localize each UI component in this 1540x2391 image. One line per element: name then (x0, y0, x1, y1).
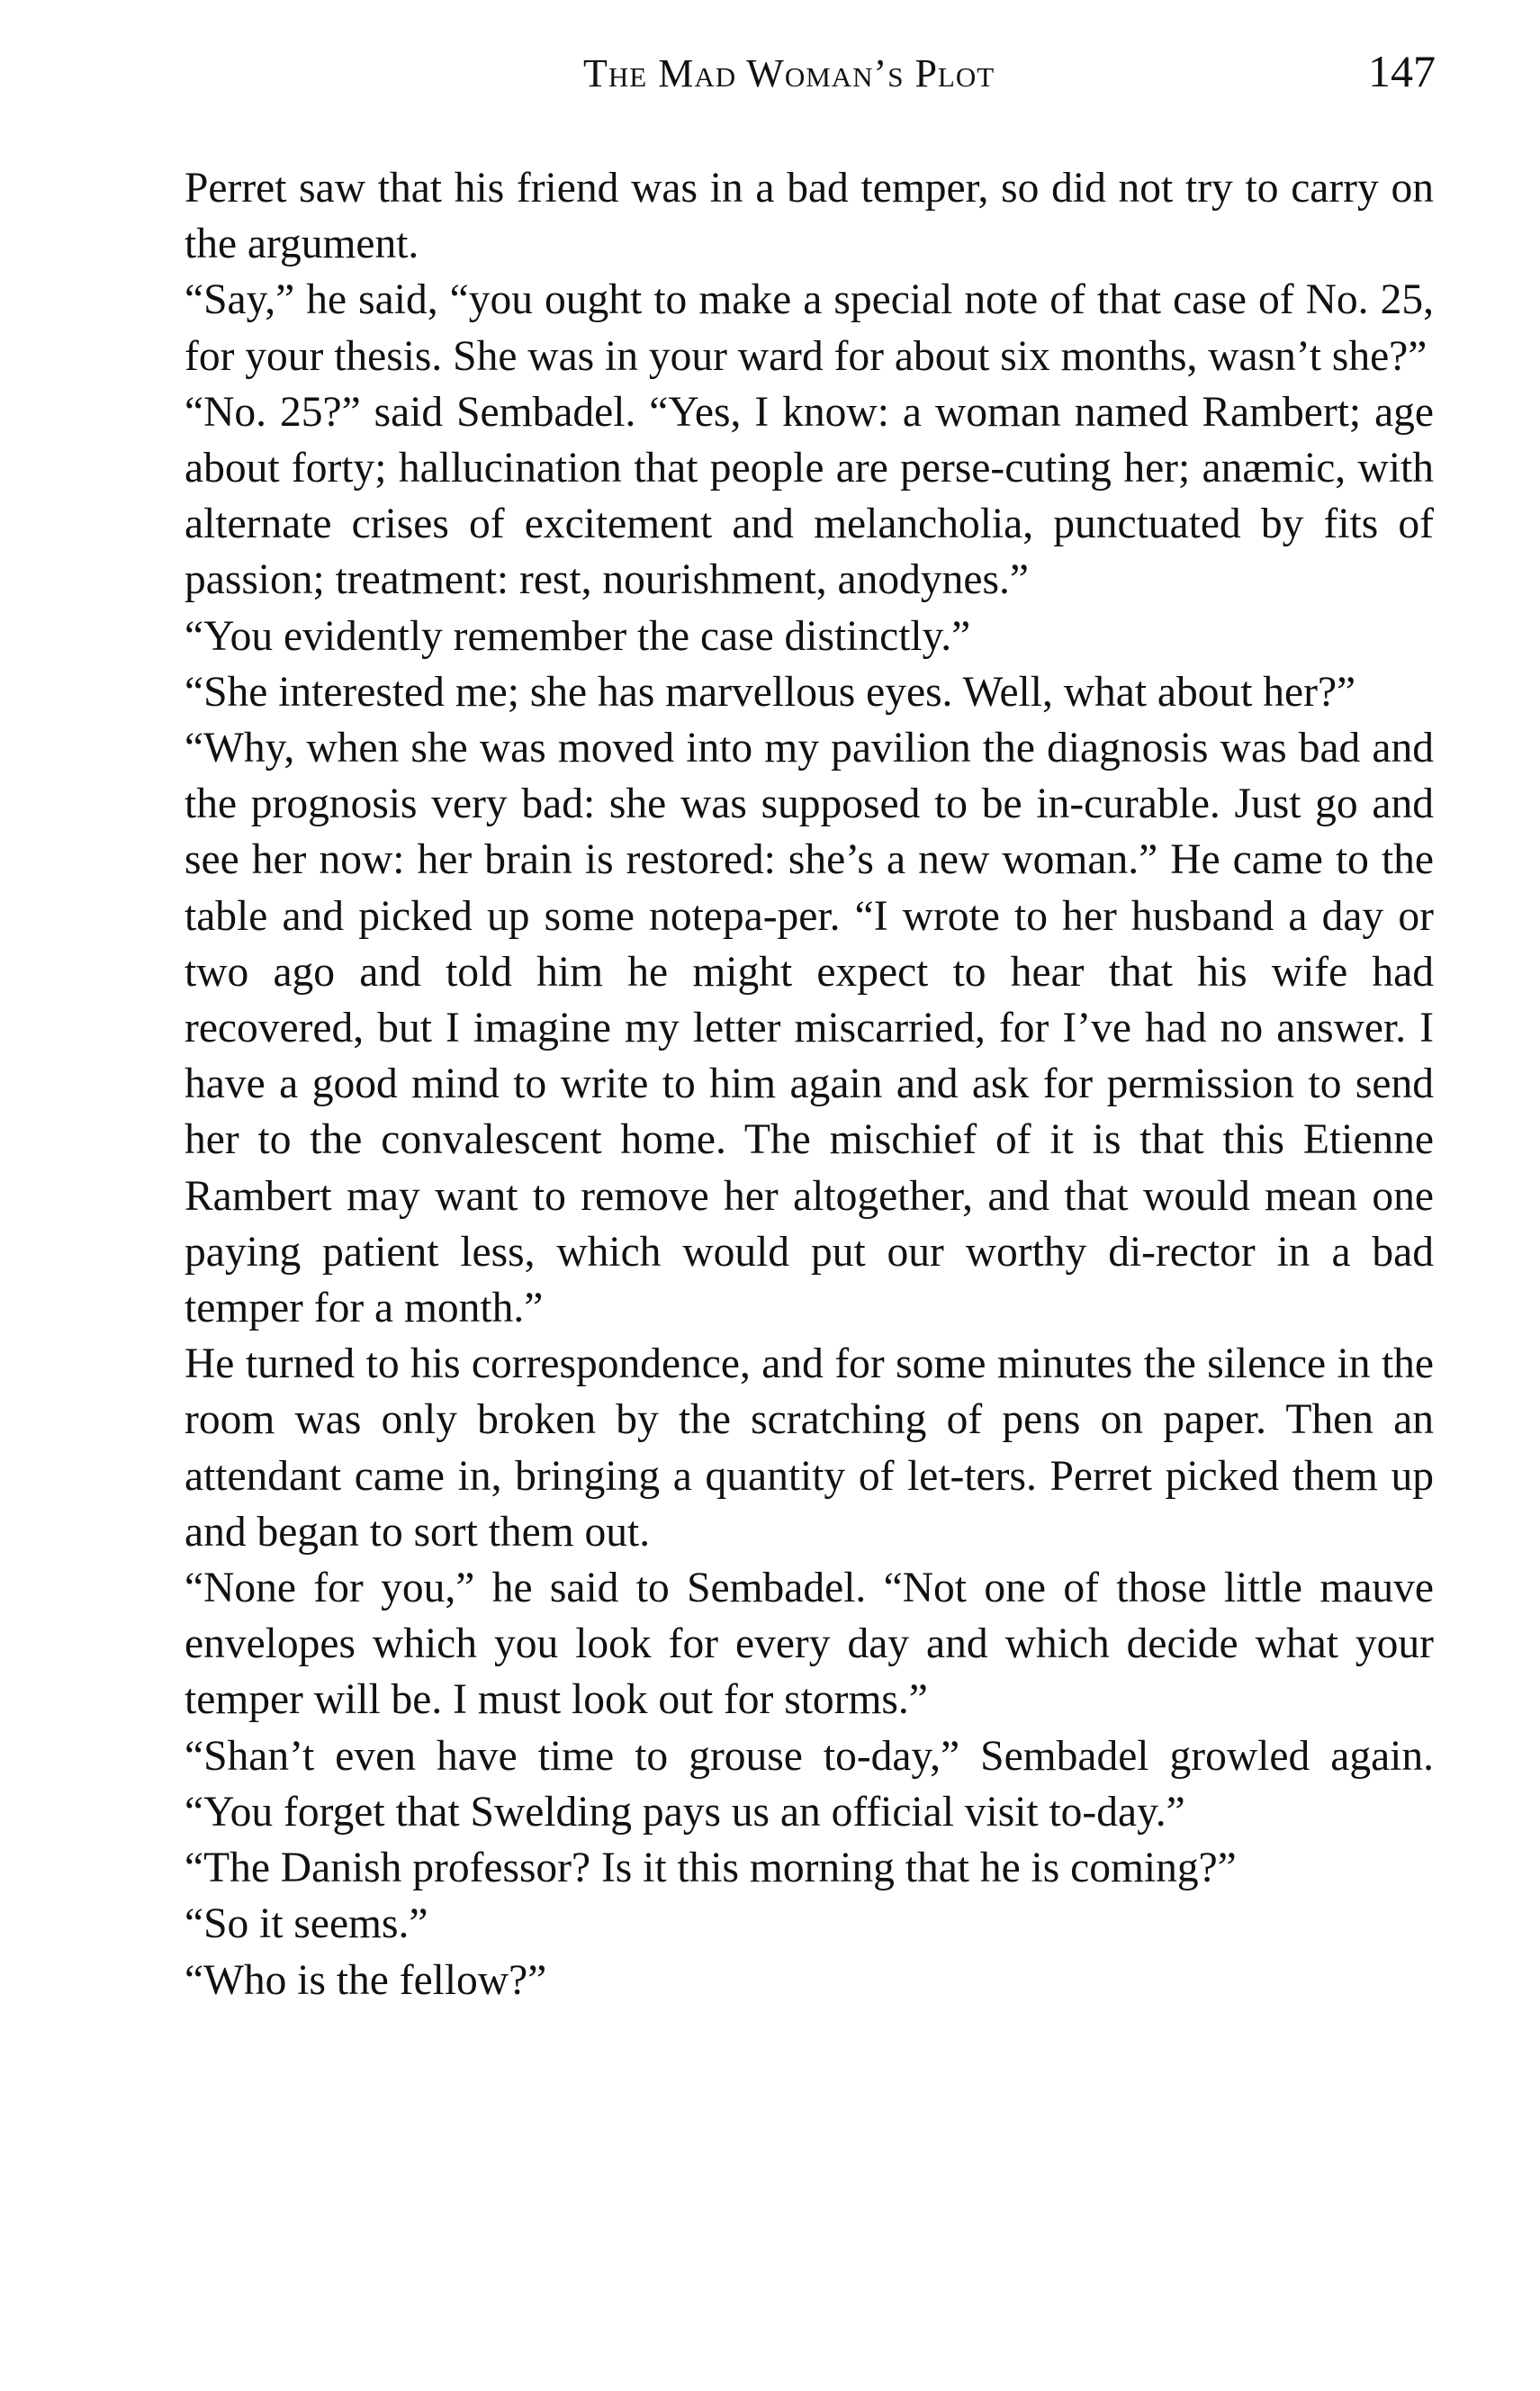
paragraph: “You evidently remember the case distinctly.” (185, 612, 971, 660)
chapter-title: The Mad Woman’s Plot (583, 51, 995, 95)
page-number: 147 (1368, 46, 1436, 96)
paragraph: “So it seems.” (185, 1900, 428, 1948)
paragraph: “Shan’t even have time to grouse to-day,” Sembadel growled again. “You forget that Swelding pays us an official visit to-day.” (185, 1732, 1434, 1836)
paragraph: “Who is the fellow?” (185, 1956, 547, 2004)
paragraph: “Say,” he said, “you ought to make a special note of that case of No. 25, for your thesis. She was in your ward for about six months, wasn’t she?” (185, 276, 1434, 380)
paragraph: “Why, when she was moved into my pavilion the diagnosis was bad and the prognosis very bad: she was supposed to be in-curable. Just go and see her now: her brain is restored: she’s a new woman.” He came to the table and picked up some notepa-per. “I wrote to her husband a day or two ago and told him he might expect to hear that his wife had recovered, but I imagine my letter miscarried, for I’ve had no answer. I have a good mind to write to him again and ask for permission to send her to the convalescent home. The mischief of it is that this Etienne Rambert may want to remove her altogether, and that would mean one paying patient less, which would put our worthy di-rector in a bad temper for a month.” (185, 725, 1434, 1332)
body-text (185, 160, 1434, 2008)
paragraph: Perret saw that his friend was in a bad temper, so did not try to carry on the argument. (185, 165, 1434, 268)
running-head (180, 45, 1440, 108)
paragraph: “The Danish professor? Is it this morning that he is coming?” (185, 1845, 1237, 1892)
paragraph: “No. 25?” said Sembadel. “Yes, I know: a woman named Rambert; age about forty; hallucination that people are perse-cuting her; anæmic, with alternate crises of excitement and melancholia, punctuated by fits of passion; treatment: rest, nourishment, anodynes.” (185, 388, 1434, 604)
paragraph: He turned to his correspondence, and for some minutes the silence in the room was only broken by the scratching of pens on paper. Then an attendant came in, bringing a quantity of let-ters. Perret picked them up and began to sort them out. (185, 1340, 1434, 1556)
paragraph: “She interested me; she has marvellous eyes. Well, what about her?” (185, 668, 1356, 716)
paragraph: “None for you,” he said to Sembadel. “Not one of those little mauve envelopes which you look for every day and which decide what your temper will be. I must look out for storms.” (185, 1565, 1434, 1724)
